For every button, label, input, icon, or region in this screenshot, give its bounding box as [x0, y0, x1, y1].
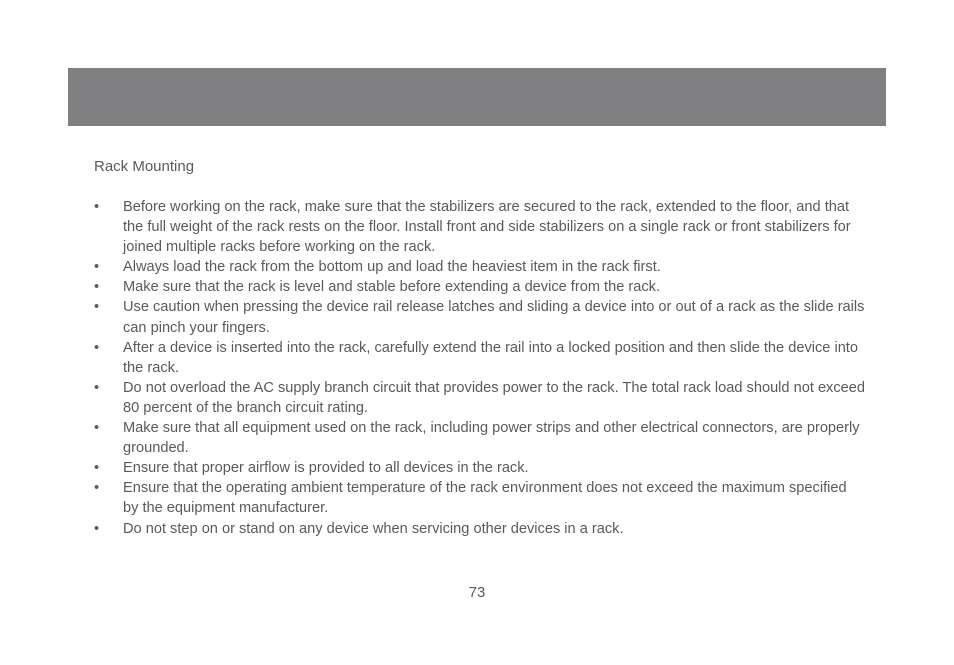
list-item	[94, 338, 866, 378]
list-item	[94, 478, 866, 518]
list-item	[94, 197, 866, 257]
list-item	[94, 418, 866, 458]
page-number: 73	[468, 584, 486, 601]
list-item-text: Make sure that the rack is level and stable before extending a device from the rack.	[123, 279, 661, 296]
list-item	[94, 277, 866, 297]
list-item-text: Use caution when pressing the device rail release latches and sliding a device into or out of a rack as the slide rails can pinch your fingers.	[123, 299, 865, 336]
bullet-icon: •	[94, 279, 100, 296]
list-item-text: Make sure that all equipment used on the rack, including power strips and other electrical connectors, are properly grounded.	[123, 420, 860, 457]
bullet-icon: •	[94, 339, 100, 356]
section-title: Rack Mounting	[94, 158, 195, 175]
bullet-icon: •	[94, 520, 100, 537]
bullet-icon: •	[94, 480, 100, 497]
list-item-text: Do not step on or stand on any device when servicing other devices in a rack.	[123, 520, 624, 537]
list-item-text: Before working on the rack, make sure that the stabilizers are secured to the rack, extended to the floor, and that the full weight of the rack rests on the floor. Install front and side stabilizers on a single rack or front stabilizers for joined multiple racks before working on the rack.	[123, 199, 851, 256]
list-item-text: Always load the rack from the bottom up and load the heaviest item in the rack first.	[123, 259, 661, 276]
bullet-icon: •	[94, 259, 100, 276]
bullet-icon: •	[94, 420, 100, 437]
bullet-icon: •	[94, 379, 100, 396]
list-item	[94, 519, 866, 539]
list-item	[94, 297, 866, 337]
header-bar	[68, 68, 886, 126]
list-item-text: Ensure that proper airflow is provided to all devices in the rack.	[123, 460, 529, 477]
list-item	[94, 458, 866, 478]
bullet-icon: •	[94, 460, 100, 477]
bullet-icon: •	[94, 299, 100, 316]
bullet-icon: •	[94, 199, 100, 215]
list-item-text: Do not overload the AC supply branch circuit that provides power to the rack. The total rack load should not exceed 80 percent of the branch circuit rating.	[123, 379, 866, 416]
list-item	[94, 378, 866, 418]
list-item	[94, 257, 866, 277]
list-item-text: Ensure that the operating ambient temperature of the rack environment does not exceed the maximum specified by the equipment manufacturer.	[123, 480, 847, 517]
safety-bullet-list	[94, 197, 866, 539]
list-item-text: After a device is inserted into the rack, carefully extend the rail into a locked position and then slide the device into the rack.	[123, 339, 858, 376]
